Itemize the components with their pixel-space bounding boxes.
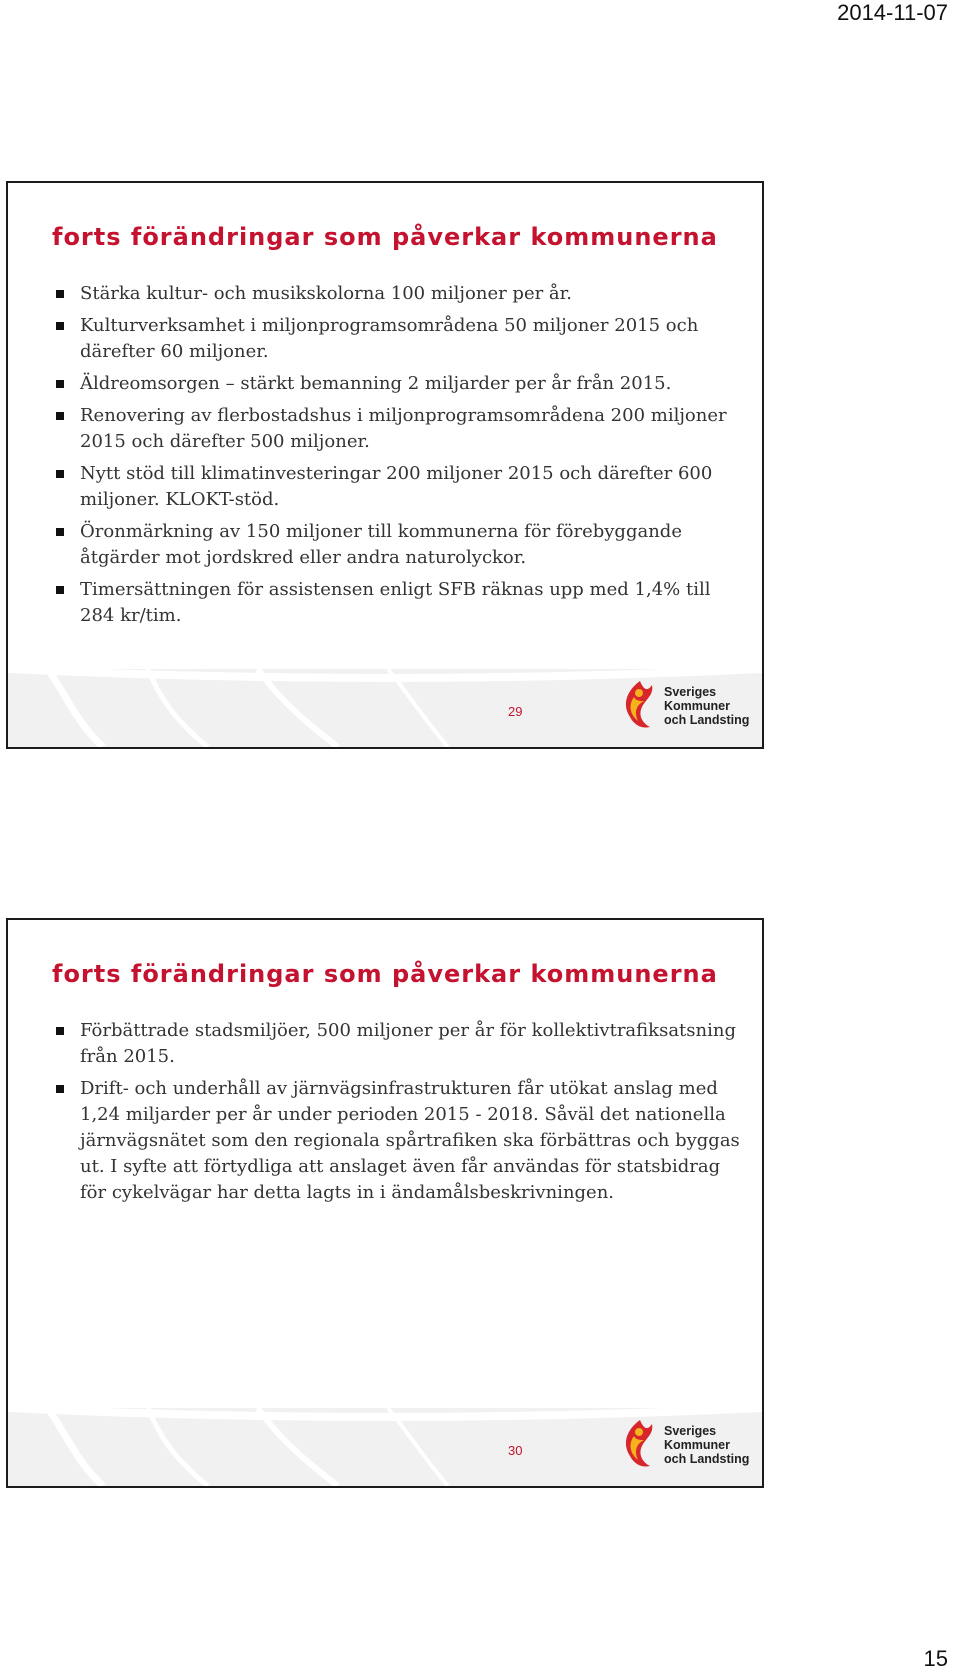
list-item — [52, 461, 742, 513]
list-item — [52, 1076, 742, 1206]
list-item — [52, 577, 742, 629]
slide-30 — [6, 918, 764, 1488]
logo-line: Kommuner — [664, 1438, 730, 1452]
skl-logo — [620, 679, 750, 735]
list-item — [52, 403, 742, 455]
list-item — [52, 313, 742, 365]
list-item — [52, 1018, 742, 1070]
square-bullet-icon — [56, 322, 64, 330]
logo-wordmark — [664, 1424, 749, 1466]
square-bullet-icon — [56, 1085, 64, 1093]
bullet-text: Stärka kultur- och musikskolorna 100 miljoner per år. — [80, 283, 573, 304]
list-item — [52, 519, 742, 571]
logo-line: och Landsting — [664, 713, 750, 727]
square-bullet-icon — [56, 412, 64, 420]
square-bullet-icon — [56, 528, 64, 536]
slide-title: forts förändringar som påverkar kommunerna — [52, 223, 718, 251]
bullet-text: Drift- och underhåll av järnvägsinfrastrukturen får utökat anslag med 1,24 miljarder per år under perioden 2015 - 2018. Såväl det nationella järnvägsnätet som den regionala spårtrafiken ska förbättras och byggas ut. I syfte att förtydliga att anslaget även får användas för statsbidrag för cykelvägar har detta lagts in i ändamålsbeskrivningen. — [80, 1078, 740, 1203]
bullet-text: Nytt stöd till klimatinvesteringar 200 miljoner 2015 och därefter 600 miljoner. KLOKT-stöd. — [80, 463, 713, 510]
list-item — [52, 371, 742, 397]
bullet-text: Förbättrade stadsmiljöer, 500 miljoner per år för kollektivtrafiksatsning från 2015. — [80, 1020, 736, 1067]
square-bullet-icon — [56, 380, 64, 388]
list-item — [52, 281, 742, 307]
bullet-text: Öronmärkning av 150 miljoner till kommunerna för förebyggande åtgärder mot jordskred eller andra naturolyckor. — [80, 521, 682, 568]
bullet-text: Renovering av flerbostadshus i miljonprogramsområdena 200 miljoner 2015 och därefter 500 miljoner. — [80, 405, 727, 452]
bullet-text: Äldreomsorgen – stärkt bemanning 2 miljarder per år från 2015. — [80, 373, 672, 394]
square-bullet-icon — [56, 290, 64, 298]
skl-logo — [620, 1418, 750, 1474]
bullet-text: Kulturverksamhet i miljonprogramsområdena 50 miljoner 2015 och därefter 60 miljoner. — [80, 315, 699, 362]
logo-line: Kommuner — [664, 699, 730, 713]
logo-line: Sveriges — [664, 1424, 717, 1438]
logo-line: Sveriges — [664, 685, 717, 699]
slide-footer — [8, 1408, 762, 1486]
bullet-text: Timersättningen för assistensen enligt SFB räknas upp med 1,4% till 284 kr/tim. — [80, 579, 711, 626]
slide-number: 29 — [508, 704, 523, 719]
skl-flame-logo-icon — [620, 679, 660, 731]
logo-wordmark — [664, 685, 749, 727]
bullet-list — [52, 281, 742, 635]
slide-number: 30 — [508, 1443, 523, 1458]
square-bullet-icon — [56, 586, 64, 594]
page-date: 2014-11-07 — [837, 0, 948, 25]
slide-footer — [8, 669, 762, 747]
slide-29 — [6, 181, 764, 749]
page-number: 15 — [923, 1646, 948, 1671]
logo-line: och Landsting — [664, 1452, 750, 1466]
square-bullet-icon — [56, 1027, 64, 1035]
square-bullet-icon — [56, 470, 64, 478]
bullet-list — [52, 1018, 742, 1212]
skl-flame-logo-icon — [620, 1418, 660, 1470]
slide-title: forts förändringar som påverkar kommunerna — [52, 960, 718, 988]
